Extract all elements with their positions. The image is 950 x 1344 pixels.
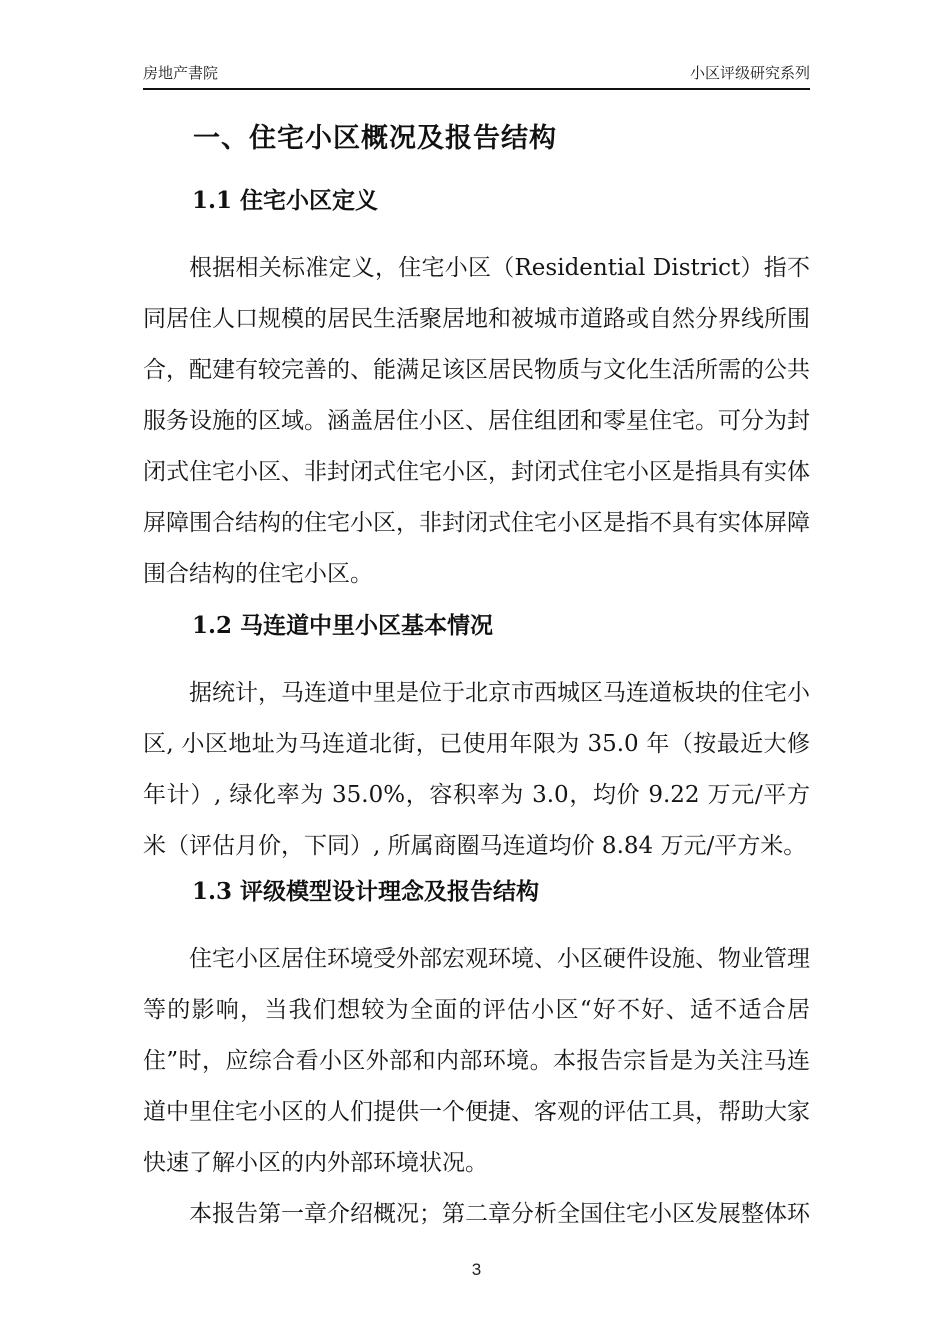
page-footer	[143, 1260, 810, 1280]
header-right-text: 小区评级研究系列	[689, 65, 810, 82]
paragraph-definition: 根据相关标准定义，住宅小区（Residential District）指不同居住人口规模的居民生活聚居地和被城市道路或自然分界线所围合，配建有较完善的、能满足该区居民物质与文化生活所需的公共服务设施的区域。涵盖居住小区、居住组团和零星住宅。可分为封闭式住宅小区、非封闭式住宅小区，封闭式住宅小区是指具有实体屏障围合结构的住宅小区，非封闭式住宅小区是指不具有实体屏障围合结构的住宅小区。	[143, 255, 810, 587]
page-number: 3	[471, 1260, 482, 1279]
paragraph-report-structure: 本报告第一章介绍概况；第二章分析全国住宅小区发展整体环	[189, 1201, 810, 1227]
section-heading-1-1: 1.1 住宅小区定义	[192, 187, 379, 214]
section-heading-1-2: 1.2 马连道中里小区基本情况	[192, 612, 494, 639]
paragraph-basic-info: 据统计，马连道中里是位于北京市西城区马连道板块的住宅小区, 小区地址为马连道北街，已使用年限为 35.0 年（按最近大修年计）, 绿化率为 35.0%，容积率为 3.0，均价 9.22 万元/平方米（评估月价，下同）, 所属商圈马连道均价 8.84 万元/平方米。	[143, 680, 810, 859]
section-heading-1-3: 1.3 评级模型设计理念及报告结构	[192, 878, 540, 905]
paragraph-model-concept: 住宅小区居住环境受外部宏观环境、小区硬件设施、物业管理等的影响，当我们想较为全面的评估小区“好不好、适不适合居住”时，应综合看小区外部和内部环境。本报告宗旨是为关注马连道中里住宅小区的人们提供一个便捷、客观的评估工具，帮助大家快速了解小区的内外部环境状况。	[143, 946, 810, 1176]
page-title: 一、住宅小区概况及报告结构	[193, 123, 557, 154]
header-left-text: 房地产書院	[143, 65, 219, 82]
page-header	[143, 62, 810, 90]
